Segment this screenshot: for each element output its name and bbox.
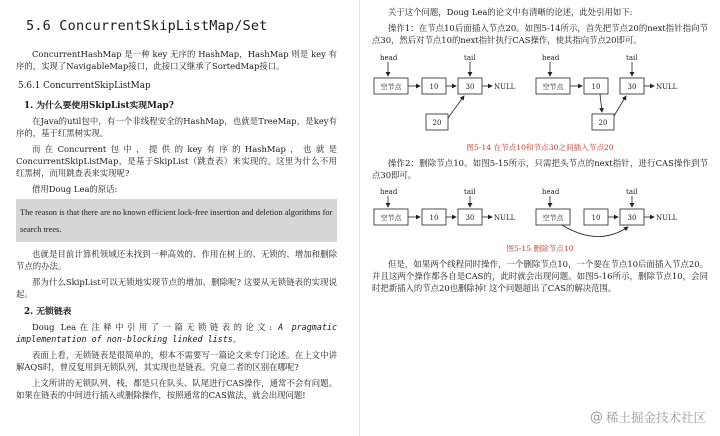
fig15-node-30-text-a: 30 (465, 214, 475, 222)
paper-title: A pragmatic implementation of non-blocking linked lists (16, 322, 337, 344)
figure-5-15-diagram (372, 185, 708, 243)
quote-block: The reason is that there are no known efficient lock-free insertion and deletion algorithms for search trees. (16, 199, 337, 242)
paragraph-operation-2: 操作2：删除节点10。如图5-15所示，只需把头节点的next指针，进行CAS操作到节点30即可。 (372, 158, 708, 180)
paper-ref-suffix: 。 (232, 334, 242, 344)
fig14-head-label-b: head (542, 54, 560, 62)
fig14-node-10-text-a: 10 (429, 83, 439, 91)
figure-5-14-caption: 图5-14 在节点10和节点30之间插入节点20 (466, 143, 614, 152)
fig14-null-b: NULL (656, 83, 678, 91)
paper-ref-prefix: Doug Lea在注释中引用了一篇无锁链表的论文: (32, 322, 279, 332)
fig15-empty-text-a: 空节点 (380, 214, 402, 222)
heading-lockfree-list: 2. 无锁链表 (24, 307, 72, 317)
fig14-node-10-text-b: 10 (591, 83, 601, 91)
fig15-null-b: NULL (656, 214, 678, 222)
fig14-node-20-text-b: 20 (598, 119, 608, 127)
fig14-node-20-text-a: 20 (432, 119, 442, 127)
fig15-empty-text-b: 空节点 (542, 214, 564, 222)
paragraph-surface: 表面上看，无锁链表是很简单的，根本不需要写一篇论文来专门论述。在上文中讲解AQS时，曾反复用到无锁队列，其实现也是链表。究竟二者的区别在哪呢? (16, 350, 337, 372)
fig14-node-30-text-a: 30 (465, 83, 475, 91)
figure-5-14 (372, 50, 708, 153)
fig15-node-10-text-b: 10 (591, 214, 601, 222)
fig15-node-30-text-b: 30 (627, 214, 637, 222)
paragraph-operation-1: 操作1：在节点10后面插入节点20。如图5-14所示，首先把节点20的next指针指向节点30，然后对节点10的next指针执行CAS操作，使其指向节点20即可。 (372, 23, 708, 45)
paragraph-quote-intro: 关于这个问题，Doug Lea的论文中有清晰的论述，此处引用如下: (388, 7, 633, 17)
watermark (590, 408, 706, 426)
fig14-null-a: NULL (494, 83, 516, 91)
figure-5-15 (372, 185, 708, 254)
watermark-text: 稀土掘金技术社区 (605, 410, 706, 425)
fig14-head-label-a: head (380, 54, 398, 62)
heading-why-skiplist: 1. 为什么要使用SkipList实现Map? (24, 101, 174, 111)
fig15-null-a: NULL (494, 214, 516, 222)
paragraph-concurrent: 而在Concurrent包中，提供的key有序的HashMap，也就是ConcurrentSkipListMap，是基于SkipList（跳查表）来实现的。这里为什么不用红黑树，而用跳查表来实现呢? (16, 144, 337, 178)
paragraph-concurrent-problem: 但是，如果两个线程同时操作，一个删除节点10，一个要在节点10后面插入节点20。并且这两个操作都各自是CAS的，此时就会出现问题。如图5-16所示，删除节点10，会同时把新插入的节点20也删除掉! 这个问题超出了CAS的解决范围。 (372, 259, 708, 293)
watermark-at: @ (589, 409, 603, 425)
fig14-empty-text-b: 空节点 (542, 83, 564, 91)
fig14-tail-label-b: tail (626, 54, 638, 62)
paragraph-doug-lea: 借用Doug Lea的原话: (32, 184, 118, 194)
fig14-tail-label-a: tail (464, 54, 476, 62)
paragraph-treemap: 在Java的util包中，有一个非线程安全的HashMap，也就是TreeMap，是key有序的，基于红黑树实现。 (16, 116, 337, 138)
paragraph-cas-issue: 上文所讲的无锁队列、栈，都是只在队头、队尾进行CAS操作，通常不会有问题。如果在链表的中间进行插入或删除操作，按照通常的CAS做法，就会出现问题! (16, 378, 337, 400)
subsection-title: 5.6.1 ConcurrentSkipListMap (18, 81, 151, 91)
fig15-node-10-text-a: 10 (429, 214, 439, 222)
figure-5-14-diagram (372, 50, 708, 142)
intro-paragraph: ConcurrentHashMap 是一种 key 无序的 HashMap，HashMap 则是 key 有序的，实现了NavigableMap接口，此接口又继承了SortedMap接口。 (16, 49, 337, 71)
section-title: 5.6 ConcurrentSkipListMap/Set (26, 18, 268, 34)
right-column (360, 0, 720, 436)
paragraph-why-skiplist-lockfree: 那为什么SkipList可以无锁地实现节点的增加、删除呢? 这要从无锁链表的实现说起。 (16, 277, 337, 299)
fig15-head-label-b: head (542, 188, 560, 196)
fig15-tail-label-a: tail (464, 188, 476, 196)
fig14-empty-text-a: 空节点 (380, 83, 402, 91)
figure-5-15-caption: 图5-15 删除节点10 (506, 244, 574, 253)
paragraph-no-efficient: 也就是目前计算机领域还未找到一种高效的、作用在树上的、无锁的、增加和删除节点的办法。 (16, 249, 337, 271)
fig15-head-label-a: head (380, 188, 398, 196)
fig14-node-30-text-b: 30 (627, 83, 637, 91)
paragraph-paper-reference (16, 321, 337, 345)
fig15-tail-label-b: tail (626, 188, 638, 196)
